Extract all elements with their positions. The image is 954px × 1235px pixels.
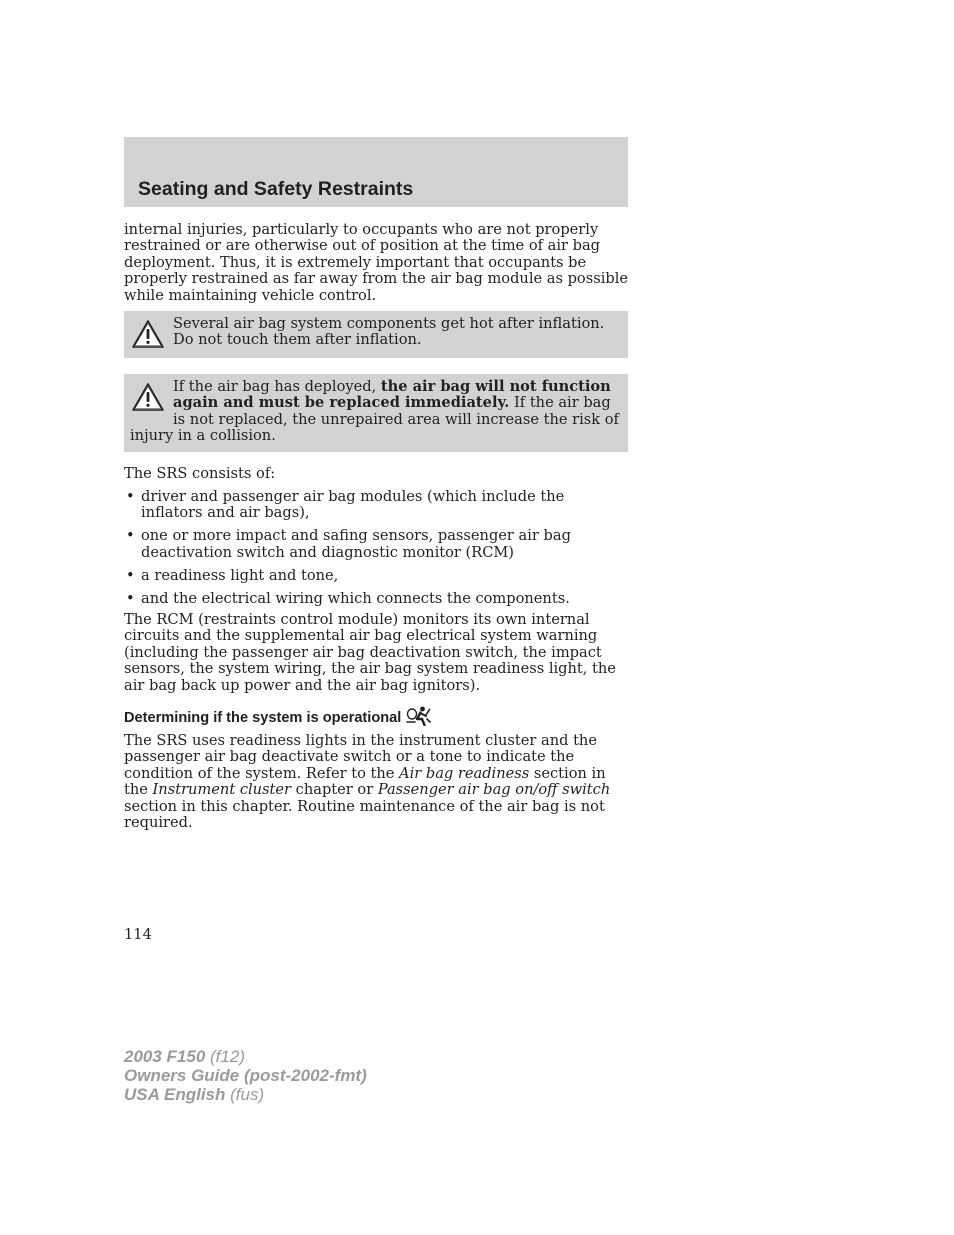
intro-paragraph: internal injuries, particularly to occupants who are not properly restrained or are otherwise out of position at the time of air bag deployment. Thus, it is extremely important that occupants be properly restrained as far away from the air bag module as possible while maintaining vehicle control. bbox=[124, 221, 629, 304]
reference-air-bag-readiness: Air bag readiness bbox=[399, 764, 530, 782]
footer-model-code: (f12) bbox=[205, 1047, 245, 1066]
list-item-text: driver and passenger air bag modules (which include the inflators and air bags), bbox=[141, 488, 565, 522]
footer-line-1 bbox=[124, 1047, 367, 1066]
warning-triangle-icon bbox=[130, 381, 166, 413]
list-item bbox=[124, 568, 628, 584]
airbag-occupant-icon bbox=[405, 706, 431, 726]
warning-text-end: If the air bag is not replaced, the unrepaired area will increase the risk of injury in a collision. bbox=[130, 394, 619, 445]
footer-model: 2003 F150 bbox=[124, 1047, 206, 1066]
srs-intro: The SRS consists of: bbox=[124, 465, 276, 482]
bullet: • bbox=[126, 527, 135, 545]
operational-subheading bbox=[124, 706, 431, 728]
footer-language-code: (fus) bbox=[225, 1085, 265, 1104]
section-header bbox=[124, 137, 628, 207]
operational-paragraph bbox=[124, 733, 628, 831]
bullet: • bbox=[126, 488, 135, 505]
reference-instrument-cluster: Instrument cluster bbox=[152, 781, 292, 799]
srs-components-list bbox=[124, 489, 628, 613]
page-number: 114 bbox=[124, 926, 152, 943]
list-item bbox=[124, 489, 628, 522]
text-run: The SRS uses readiness lights in the instrument cluster and the passenger air bag deactivate switch or a tone to indicate the condition of the system. Refer to the bbox=[124, 732, 597, 782]
bullet: • bbox=[126, 566, 135, 584]
warning-box-hot-components bbox=[124, 311, 628, 358]
text-run: section in this chapter. Routine maintenance of the air bag is not required. bbox=[124, 797, 605, 832]
warning-text-start: If the air bag has deployed, bbox=[173, 378, 381, 395]
list-item bbox=[124, 591, 628, 607]
footer-line-2 bbox=[124, 1066, 367, 1085]
section-title: Seating and Safety Restraints bbox=[138, 178, 414, 200]
list-item bbox=[124, 528, 628, 561]
list-item-text: one or more impact and safing sensors, passenger air bag deactivation switch and diagnostic monitor (RCM) bbox=[141, 527, 571, 561]
warning-text-bold: the air bag will not function again and must be replaced immediately. bbox=[173, 378, 611, 412]
warning-triangle-icon bbox=[130, 318, 166, 350]
list-item-text: a readiness light and tone, bbox=[141, 566, 339, 584]
rcm-paragraph: The RCM (restraints control module) monitors its own internal circuits and the supplemental air bag electrical system warning (including the passenger air bag deactivation switch, the impact sensors, the system wiring, the air bag system readiness light, the air bag back up power and the air bag ignitors). bbox=[124, 611, 616, 694]
footer-language: USA English bbox=[124, 1085, 226, 1104]
document-footer bbox=[124, 1047, 367, 1104]
reference-passenger-switch: Passenger air bag on/off switch bbox=[377, 781, 611, 799]
footer-guide: Owners Guide (post-2002-fmt) bbox=[124, 1066, 367, 1085]
bullet: • bbox=[126, 589, 135, 607]
text-run: chapter or bbox=[291, 781, 378, 799]
warning-box-deployed bbox=[124, 374, 628, 452]
text-run: section in the bbox=[124, 764, 606, 799]
footer-line-3 bbox=[124, 1085, 367, 1104]
list-item-text: and the electrical wiring which connects the components. bbox=[141, 589, 570, 607]
warning-text: Several air bag system components get hot after inflation. Do not touch them after inflation. bbox=[173, 315, 605, 349]
subheading-text: Determining if the system is operational bbox=[124, 710, 402, 726]
